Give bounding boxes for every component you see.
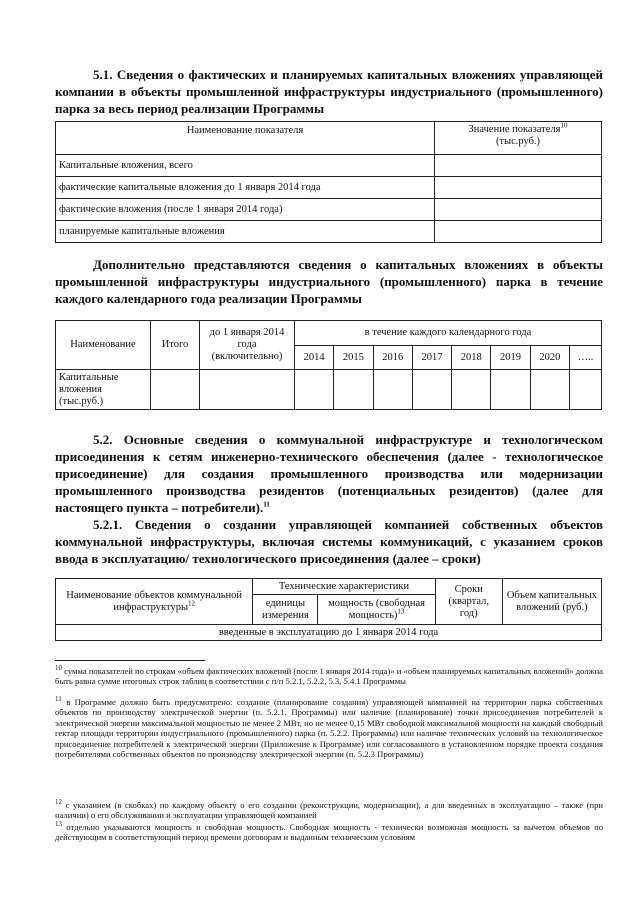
t2-cell [530,370,569,410]
t1-row-actual-before: фактические капитальные вложения до 1 января 2014 года [56,177,435,199]
t1-header-value [435,122,602,155]
t2-year-2015: 2015 [334,346,373,370]
footnote-12 [55,800,603,821]
t3-col-units: единицы измерения [253,595,318,625]
footnote-13 [55,822,603,843]
t2-cell [151,370,200,410]
footnote-ref-11: 11 [263,500,270,509]
t2-cell [334,370,373,410]
t1-row-planned: планируемые капитальные вложения [56,221,435,243]
yearly-investments-table [55,320,602,410]
footnote-11-text: в Программе должно быть предусмотрено: создание (планирование создания) управляющей компанией на территории парка собственных объектов по производству электрической энергии (п. 5.2.1. Программы) или наличие (планирование) точки присоединения потребителей к электрической энергии максимальной мощностью не менее 2 МВт, но не менее 0,15 МВт свободной максимальной мощности на каждый свободный гектар площади территории индустриального (промышленного) парка (п. 5.2.2. Программы) или наличие технических условий на технологическое присоединение потребителей к электрической энергии (Приложение к Программе) или согласованного в установленном порядке проекта создания потребителями собственных объектов по производству электрической энергии (п. 5.2.3 Программы) [55,697,603,760]
t3-col-power-label: мощность (свободная мощность) [328,597,425,621]
t1-row-total: Капитальные вложения, всего [56,155,435,177]
t1-header-name: Наименование показателя [56,122,435,155]
t2-cell [373,370,412,410]
t2-year-2014: 2014 [295,346,334,370]
additional-info-paragraph [55,256,603,307]
section-5-1-heading [55,66,603,117]
t2-year-2016: 2016 [373,346,412,370]
t3-col-name [56,579,253,625]
t1-row-actual-after: фактические вложения (после 1 января 2014 года) [56,199,435,221]
t1-row-total-value [435,155,602,177]
footnote-10-number: 10 [55,664,62,673]
t2-col-before: до 1 января 2014 года (включительно) [200,321,295,370]
t2-col-total: Итого [151,321,200,370]
additional-info-text: Дополнительно представляются сведения о капитальных вложениях в объекты промышленной инфраструктуры индустриального (промышленного) парка в течение каждого календарного года реализации Программы [55,257,603,306]
footnote-10-text: сумма показателей по строкам «объем фактических вложений (после 1 января 2014 года)» и «объем планируемых капитальных вложений» должна быть равна сумме итоговых строк таблиц в соответствии с п/п 5.2.1, 5.2.2, 5.3, 5.4.1 Программы [55,666,603,687]
t2-cell [452,370,491,410]
footnote-12-text: с указанием (в скобках) по каждому объекту о его создании (реконструкции, модернизации), а для введенных в эксплуатацию – также (при наличии) о его обслуживании и эксплуатации управляющей компанией [55,800,603,821]
section-5-2-text: 5.2. Основные сведения о коммунальной инфраструктуре и технологическом присоединения к сетям инженерно-технического обеспечения (далее - технологическое присоединение) для создания промышленного производства или модернизации промышленного производства резидентов (потенциальных резидентов) (далее для настоящего пункта – потребители). [55,432,603,515]
footnote-10 [55,666,603,687]
t2-year-2019: 2019 [491,346,530,370]
footnote-11 [55,697,603,759]
utility-objects-table [55,578,602,641]
section-5-1-text: 5.1. Сведения о фактических и планируемых капитальных вложениях управляющей компании в объекты промышленной инфраструктуры индустриального (промышленного) парка за весь период реализации Программы [55,67,603,116]
t2-col-years-header: в течение каждого календарного года [295,321,602,346]
t2-year-2018: 2018 [452,346,491,370]
t2-cell [295,370,334,410]
footnote-12-number: 12 [55,798,62,807]
footnote-ref-13: 13 [397,607,405,615]
t2-col-name: Наименование [56,321,151,370]
t1-row-actual-after-value [435,199,602,221]
footnote-separator [55,660,205,661]
t3-row-commissioned-before-2014: введенные в эксплуатацию до 1 января 2014 года [56,625,602,641]
section-5-2-1-text: 5.2.1. Сведения о создании управляющей компанией собственных объектов коммунальной инфраструктуры, включая системы коммуникаций, с указанием сроков ввода в эксплуатацию/ технологического присоединения (далее – сроки) [55,517,603,566]
t3-col-terms: Сроки (квартал, год) [435,579,502,625]
t1-row-planned-value [435,221,602,243]
t2-year-more: ….. [569,346,601,370]
t1-row-actual-before-value [435,177,602,199]
footnote-13-text: отдельно указываются мощность и свободная мощность. Свободная мощность - технически возможная мощность за вычетом объемов по действующим в соответствующий период времени договорам и выданным техническим условиям [55,822,603,843]
t2-cell [569,370,601,410]
footnote-ref-12: 12 [188,599,196,607]
t1-header-value-label: Значение показателя [468,124,561,135]
footnote-ref-10: 10 [560,121,568,130]
section-5-2-1-paragraph [55,516,603,567]
t1-header-value-unit: (тыс.руб.) [495,136,541,147]
t3-col-name-label: Наименование объектов коммунальной инфраструктуры [66,589,243,613]
capital-investments-table [55,121,602,243]
footnote-11-number: 11 [55,695,62,704]
t2-cell [491,370,530,410]
t2-year-2017: 2017 [412,346,451,370]
t2-year-2020: 2020 [530,346,569,370]
t3-col-power [318,595,435,625]
t3-col-volume: Объем капитальных вложений (руб.) [502,579,601,625]
section-5-2-paragraph [55,431,603,516]
footnote-13-number: 13 [55,820,62,829]
t2-row-label: Капитальные вложения (тыс.руб.) [56,370,151,410]
t2-cell [412,370,451,410]
t2-cell [200,370,295,410]
t3-col-tech: Технические характеристики [253,579,435,595]
